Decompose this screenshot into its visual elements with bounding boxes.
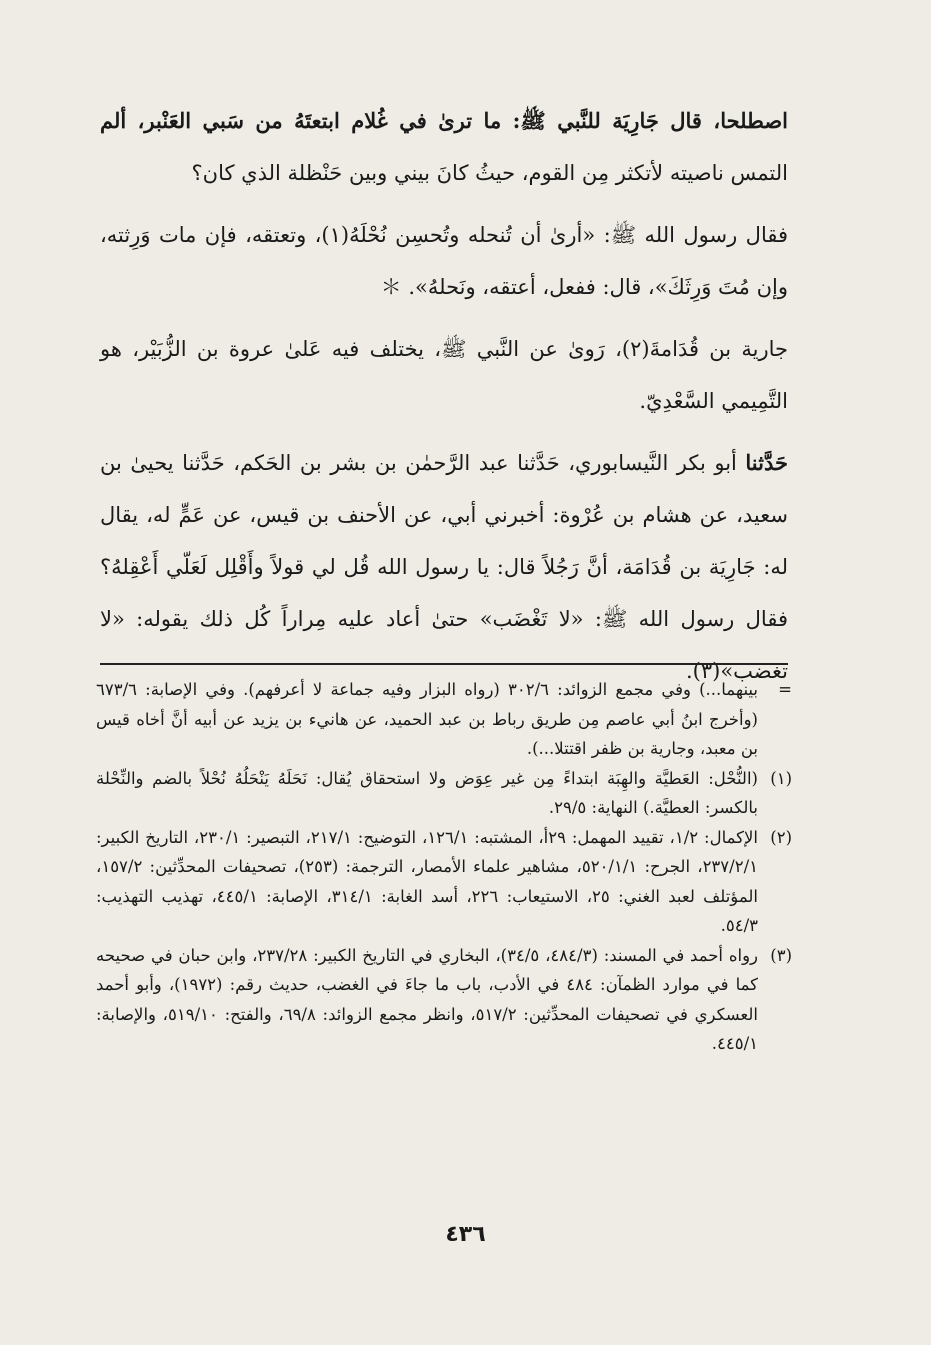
footnote-text: بينهما...) وفي مجمع الزوائد: ٣٠٢/٦ (رواه البزار وفيه جماعة لا أعرفهم). وفي الإصابة: ٦٧٣/٦ (وأخرج ابنُ أبي عاصم مِن طريق رباط بن عبد الحميد، عن هانيء بن يزيد عن أبيه أنَّ أخاه قيس بن معبد، وجارية بن ظفر اقتتلا...).	[96, 680, 758, 758]
page-number: ٤٣٦	[445, 1222, 486, 1247]
paragraph-1-rest: التمس ناصيته لأتكثر مِن القوم، حيثُ كانَ بيني وبين حَنْظلة الذي كان؟	[191, 161, 788, 185]
footnote-divider	[100, 663, 788, 665]
footnote-text: الإكمال: ١/٢، تقييد المهمل: ٢٩أ، المشتبه: ١٢٦/١، التوضيح: ٢١٧/١، التبصير: ٢٣٠/١، التاريخ الكبير: ٢٣٧/٢/١، الجرح: ٥٢٠/١/١، مشاهير علماء الأمصار، الترجمة: (٢٥٣)، تصحيفات المحدِّثين: ١٥٧/٢، المؤتلف لعبد الغني: ٢٥، الاستيعاب: ٢٢٦، أسد الغابة: ٣١٤/١، الإصابة: ٤٤٥/١، تهذيب التهذيب: ٥٤/٣.	[96, 827, 758, 935]
footnotes	[96, 675, 792, 1059]
paragraph-1	[100, 95, 788, 199]
footnote-1	[96, 764, 792, 823]
paragraph-4-rest: أبو بكر النَّيسابوري، حَدَّثنا عبد الرَّحمٰن بن بشر بن الحَكم، حَدَّثنا يحيىٰ بن سعيد، عن هشام بن عُرْوة: أخبرني أبي، عن الأحنف بن قيس، عن عَمٍّ له، يقال له: جَارِيَة بن قُدَامَة، أنَّ رَجُلاً قال: يا رسول الله قُل لي قولاً وأَقْلِل لَعَلّي أَعْقِلهُ؟ فقال رسول الله ﷺ: «لا تَغْضَب» حتىٰ أعاد عليه مِراراً كُل ذلك يقوله: «لا تغضب»(٣).	[100, 451, 788, 683]
footnote-continued	[96, 675, 792, 764]
footnote-text: (النُّحْل: العَطيَّة والهِبَة ابتداءً مِن غير عِوَض ولا استحقاق يُقال: نَحَلَهُ يَنْحَلُهُ نُحْلاً بالضم والنِّحْلة بالكسر: العطيَّة.) النهاية: ٢٩/٥.	[96, 768, 758, 817]
paragraph-1-lead: اصطلحا، قال جَارِيَة للنَّبي ﷺ: ما ترىٰ في غُلام ابتعتَهُ من سَبي العَنْبر، ألم	[100, 108, 788, 133]
footnote-marker: =	[778, 680, 792, 699]
footnote-text: رواه أحمد في المسند: (٤٨٤/٣، ٣٤/٥)، البخاري في التاريخ الكبير: ٢٣٧/٢٨، وابن حبان في صحيحه كما في موارد الظمآن: ٤٨٤ في الأدب، باب ما جاءَ في الغضب، حديث رقم: (١٩٧٢)، وأبو أحمد العسكري في تصحيفات المحدِّثين: ٥١٧/٢، وانظر مجمع الزوائد: ٦٩/٨، والفتح: ٥١٩/١٠، والإصابة: ٤٤٥/١.	[96, 945, 759, 1053]
footnote-marker: (٢)	[770, 827, 792, 847]
footnote-3	[96, 941, 792, 1059]
paragraph-3: جارية بن قُدَامةَ(٢)، رَوىٰ عن النَّبي ﷺ، يختلف فيه عَلىٰ عروة بن الزُّبَيْر، هو التَّمِيمي السَّعْدِيّ.	[100, 337, 788, 413]
footnote-2	[96, 823, 792, 941]
paragraph-4-lead: حَدَّثنا	[745, 450, 788, 475]
paragraph-4	[100, 437, 788, 697]
footnote-marker: (١)	[770, 768, 792, 788]
paragraph-2: فقال رسول الله ﷺ: «أرىٰ أن تُنحله وتُحسِن نُحْلَهُ(١)، وتعتقه، فإن مات وَرِثته، وإن مُتَ وَرِثَكَ»، قال: ففعل، أعتقه، ونَحلهُ». ＊	[100, 223, 789, 299]
main-text	[100, 95, 788, 707]
footnote-marker: (٣)	[770, 945, 792, 965]
